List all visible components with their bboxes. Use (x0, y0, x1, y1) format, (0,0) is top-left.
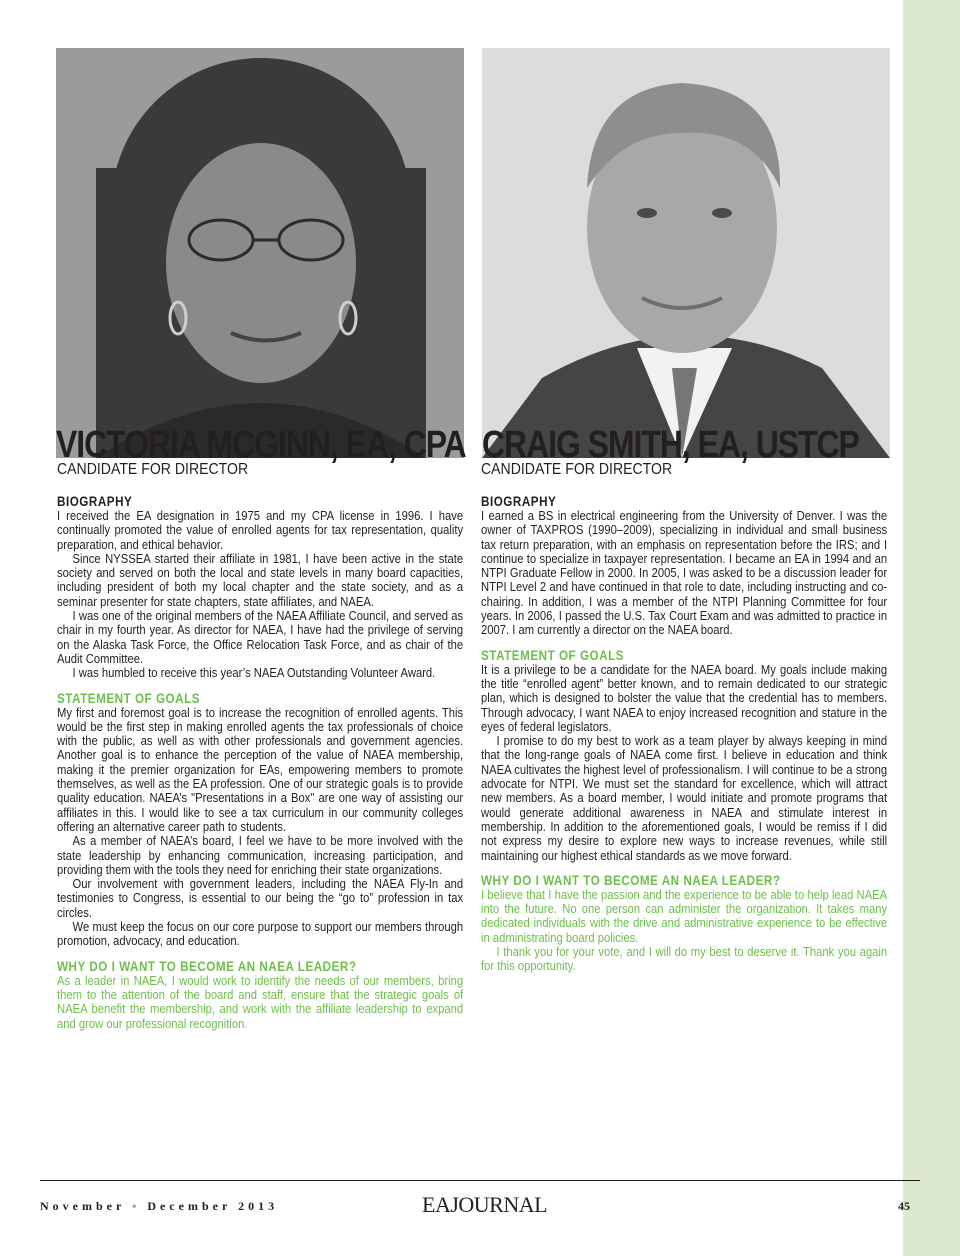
why-leader-heading: WHY DO I WANT TO BECOME AN NAEA LEADER? (57, 958, 357, 974)
candidate-role-left: CANDIDATE FOR DIRECTOR (57, 461, 249, 478)
footer-rule (40, 1180, 920, 1181)
goals-paragraph: As a member of NAEA’s board, I feel we have to be more involved with the state leadership by enhancing communication, increasing participation, and providing them with the tools they need for enriching their state organizations. (57, 833, 464, 877)
biography-heading: BIOGRAPHY (57, 494, 133, 509)
right-candidate-column (481, 494, 887, 974)
footer-date-month1: November (40, 1199, 126, 1213)
biography-paragraph: I received the EA designation in 1975 and my CPA license in 1996. I have continually promoted the value of enrolled agents for tax representation, quality preparation, and ethical behavior. (57, 508, 464, 552)
goals-paragraph: It is a privilege to be a candidate for the NAEA board. My goals include making the title “enrolled agent” better known, and to remain dedicated to our strategic plan, which is designed to bolster the value that the credential has to members. Through advocacy, I want NAEA to enjoy increased recognition and stature in the eyes of federal legislators. (481, 661, 888, 734)
biography-heading: BIOGRAPHY (481, 494, 557, 509)
goals-paragraph: Our involvement with government leaders, including the NAEA Fly-In and testimonies to Congress, is essential to our being the “go to” profession in tax circles. (57, 876, 464, 920)
footer-date-month2: December 2013 (147, 1199, 279, 1213)
candidate-name-left: VICTORIA MCGINN, EA, CPA (56, 424, 466, 466)
biography-paragraph: Since NYSSEA started their affiliate in 1981, I have been active in the state society and served on both the local and state levels in many board capacities, including president of both my local chapter and the state society, and as a seminar presenter for state chapters, state affiliates, and NAEA. (57, 550, 464, 609)
why-leader-paragraph: I believe that I have the passion and the experience to be able to help lead NAEA into the future. No one person can administer the organization. It takes many dedicated individuals with the drive and administrative experience to be effective in administrating board policies. (481, 886, 888, 945)
why-leader-paragraph: I thank you for your vote, and I will do my best to deserve it. Thank you again for this opportunity. (481, 944, 888, 974)
candidate-role-right: CANDIDATE FOR DIRECTOR (481, 461, 673, 478)
footer-issue-date (40, 1199, 278, 1214)
page-number: 45 (898, 1199, 910, 1213)
ea-journal-logo: EAJOURNAL (422, 1192, 548, 1217)
why-leader-heading: WHY DO I WANT TO BECOME AN NAEA LEADER? (481, 872, 781, 888)
goals-heading: STATEMENT OF GOALS (481, 647, 625, 663)
side-color-band (903, 0, 960, 1256)
biography-paragraph: I earned a BS in electrical engineering from the University of Denver. I was the owner of TAXPROS (1990–2009), specializing in individual and small business tax return preparation, with an emphasis on representation before the IRS; and I continue to specialize in taxpayer representation. I became an EA in 1994 and an NTPI Graduate Fellow in 2000. In 2005, I was asked to be a discussion leader for NTPI Level 2 and have continued in that role to date, including instructing and co-chairing. In addition, I was a member of the NTPI Planning Committee for four years. In 2006, I passed the U.S. Tax Court Exam and was admitted to practice in 2007. I am currently a director on the NAEA board. (481, 508, 888, 638)
why-leader-paragraph: As a leader in NAEA, I would work to identify the needs of our members, bring them to the attention of the board and staff, ensure that the strategic goals of NAEA benefit the membership, and work with the affiliate leadership to expand and grow our professional recognition. (57, 972, 464, 1031)
candidate-name-right: CRAIG SMITH, EA, USTCP (482, 424, 859, 466)
candidate-photo-craig-smith (482, 48, 890, 458)
goals-paragraph: I promise to do my best to work as a team player by always keeping in mind that the long-range goals of NAEA come first. I believe in education and think NAEA cultivates the highest level of professionalism. I will continue to be a strong advocate for NTPI. We must set the standard for excellence, which will attract new members. As a board member, I would initiate and promote programs that would generate additional awareness in NAEA and stimulate interest in membership. In addition to the aforementioned goals, I would be remiss if I did not express my desire to explore new ways to increase revenues, while still maintaining our highest ethical standards as we move forward. (481, 733, 888, 863)
left-candidate-column (57, 494, 463, 1031)
candidate-photo-victoria-mcginn (56, 48, 464, 458)
footer-separator: • (132, 1199, 141, 1213)
goals-paragraph: My first and foremost goal is to increase the recognition of enrolled agents. This would be the first step in making enrolled agents the tax professionals of choice with the public, as well as with other professionals and government agencies. Another goal is to enhance the perception of the value of NAEA membership, making it the premier organization for EAs, empowering members to promote themselves, as well as the EA profession. One of our strategic goals is to provide quality education. NAEA’s "Presentations in a Box" are one way of assisting our affiliates in this. I would like to see a tax curriculum in our community colleges offering an alternative career path to students. (57, 704, 464, 834)
biography-paragraph: I was humbled to receive this year’s NAEA Outstanding Volunteer Award. (72, 665, 436, 681)
goals-paragraph: We must keep the focus on our core purpose to support our members through promotion, advocacy, and education. (57, 919, 464, 949)
goals-heading: STATEMENT OF GOALS (57, 690, 201, 706)
biography-paragraph: I was one of the original members of the NAEA Affiliate Council, and served as chair in my fourth year. As director for NAEA, I have had the privilege of serving on the Alaska Task Force, the Office Relocation Task Force, and as chair of the Audit Committee. (57, 608, 464, 666)
